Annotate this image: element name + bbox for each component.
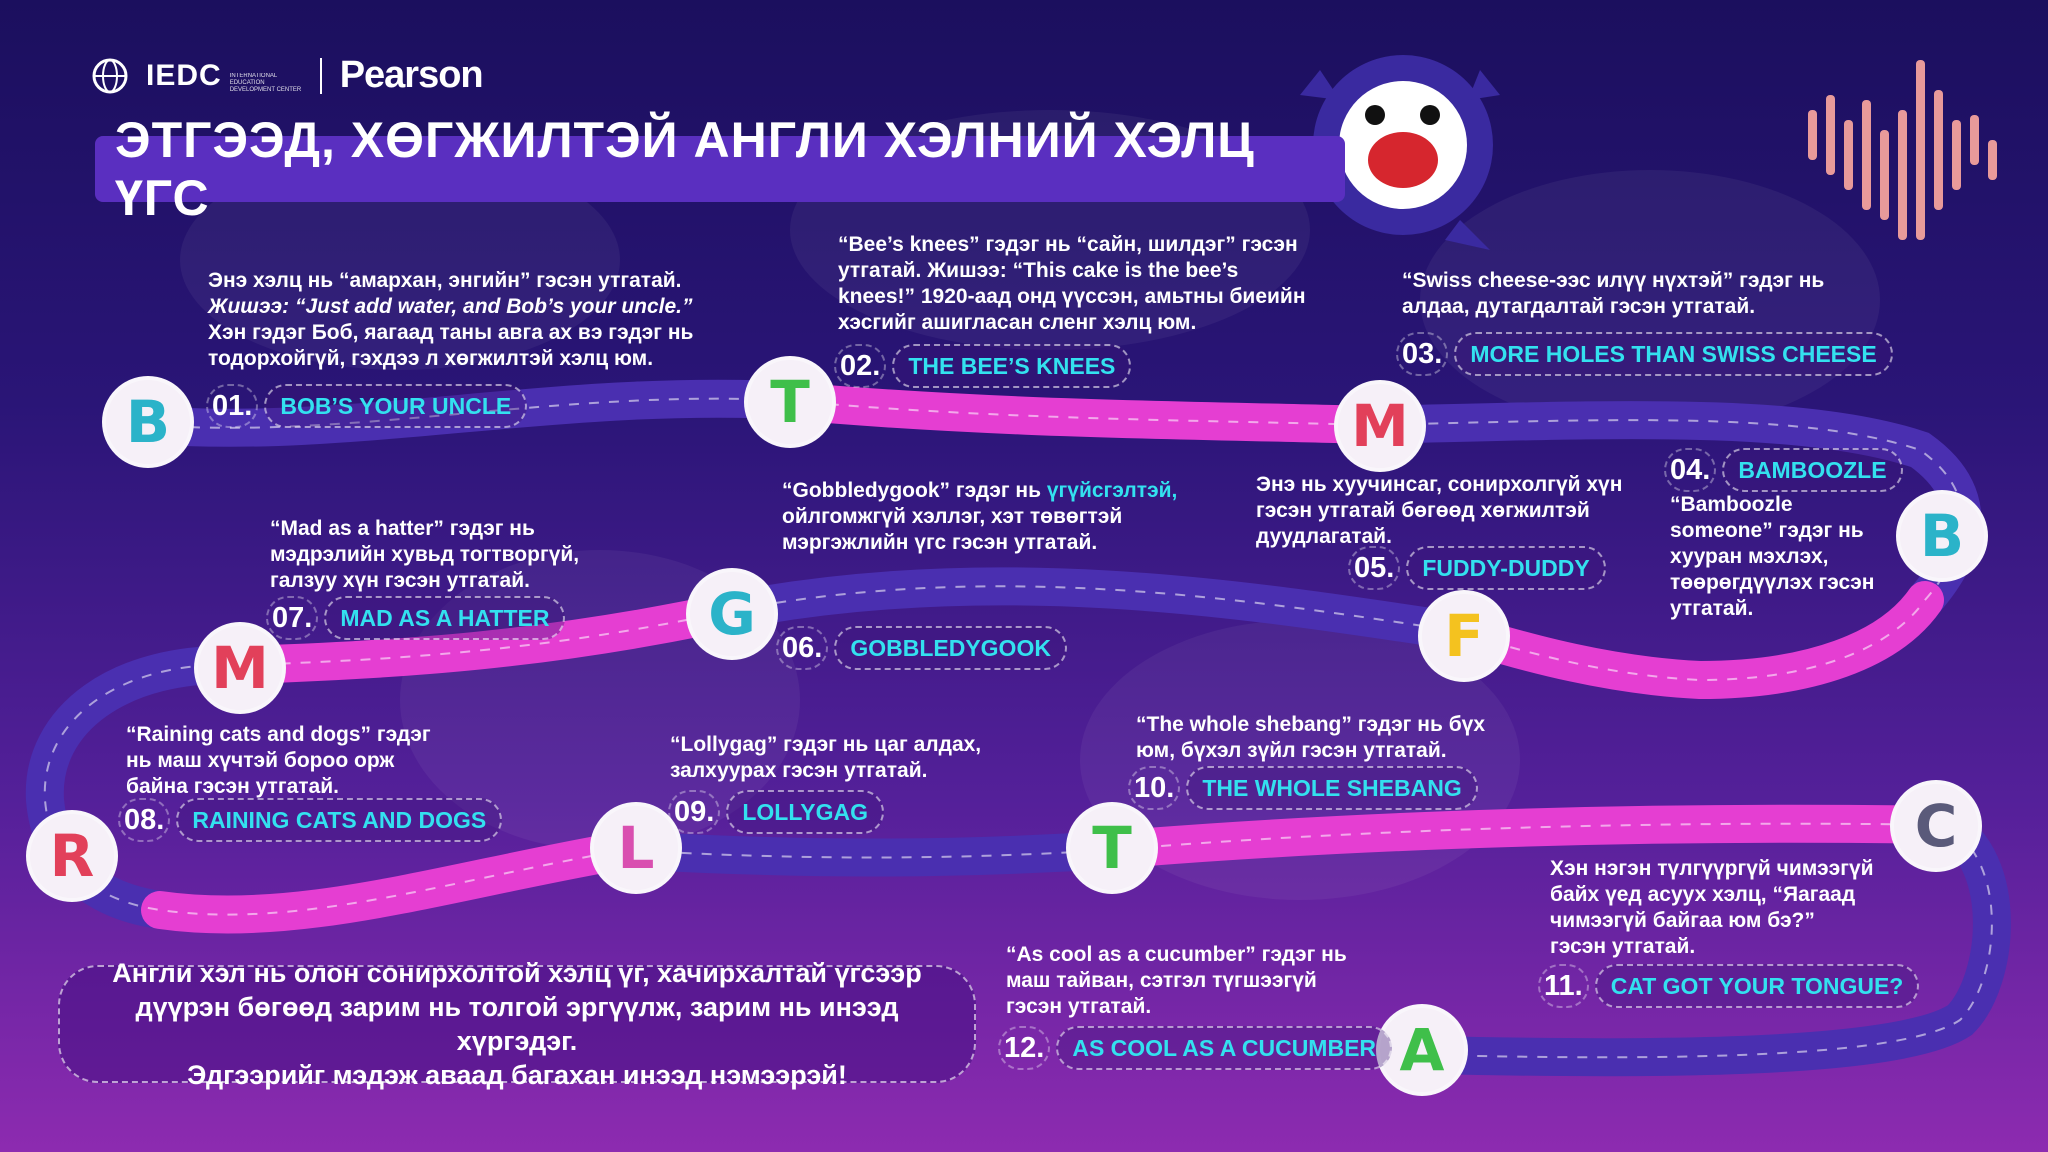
monster-c-icon: C: [1890, 780, 1982, 872]
pearson-logo: Pearson: [339, 54, 483, 96]
footer-line: Англи хэл нь олон сонирхолтой хэлц үг, хачирхалтай үгсээр: [112, 958, 922, 988]
item-12-label: [998, 1026, 1392, 1070]
idiom-pill: MAD AS A HATTER: [324, 596, 565, 640]
item-01-description: Энэ хэлц нь “амархан, энгийн” гэсэн утгатай. Жишээ: “Just add water, and Bob’s your uncle.” Хэн гэдэг Боб, яагаад таны авга ах вэ гэдэг нь тодорхойгүй, гэхдээ л хөгжилтэй хэлц юм.: [208, 269, 694, 370]
item-09-label: [668, 790, 884, 834]
monster-b2-icon: B: [1896, 490, 1988, 582]
item-07-description: “Mad as a hatter” гэдэг нь мэдрэлийн хувьд тогтворгүй, галзуу хүн гэсэн утгатай.: [270, 517, 580, 592]
globe-icon: [92, 58, 128, 94]
iedc-logo: IEDC: [146, 58, 222, 92]
item-03-description: “Swiss cheese-ээс илүү нүхтэй” гэдэг нь алдаа, дутагдалтай гэсэн утгатай.: [1402, 269, 1825, 318]
item-02-description: “Bee’s knees” гэдэг нь “сайн, шилдэг” гэсэн утгатай. Жишээ: “This cake is the bee’s knees!” 1920-аад онд үүссэн, амьтны биеийн хэсгийг ашигласан сленг хэлц юм.: [838, 233, 1306, 334]
monster-m-icon: M: [1334, 380, 1426, 472]
idiom-pill: RAINING CATS AND DOGS: [176, 798, 502, 842]
monster-l-icon: L: [590, 802, 682, 894]
monster-t2-icon: T: [1066, 802, 1158, 894]
item-number: 11.: [1538, 964, 1589, 1008]
item-number: 09.: [668, 790, 720, 834]
idiom-pill: CAT GOT YOUR TONGUE?: [1595, 964, 1920, 1008]
item-number: 01.: [206, 384, 258, 428]
item-11-description: Хэн нэгэн түлгүүргүй чимээгүй байх үед асуух хэлц, “Яагаад чимээгүй байгаа юм бэ?” гэсэн утгатай.: [1550, 857, 1874, 958]
footer-summary: [58, 958, 976, 1090]
item-08-label: [118, 798, 502, 842]
monster-b-icon: B: [102, 376, 194, 468]
idiom-pill: BOB’S YOUR UNCLE: [264, 384, 527, 428]
item-06-description: “Gobbledygook” гэдэг нь үгүйсгэлтэй, ойлгомжгүй хэллэг, хэт төвөгтэй мэргэжлийн үгс гэсэн утгатай.: [782, 479, 1178, 554]
item-10-description: “The whole shebang” гэдэг нь бүх юм, бүхэл зүйл гэсэн утгатай.: [1136, 713, 1486, 762]
footer-line: дүүрэн бөгөөд зарим нь толгой эргүүлж, зарим нь инээд хүргэдэг.: [135, 992, 899, 1056]
monster-f-icon: F: [1418, 590, 1510, 682]
item-07-label: [266, 596, 565, 640]
brand-logos: [92, 54, 483, 97]
item-02-label: [834, 344, 1131, 388]
item-number: 05.: [1348, 546, 1400, 590]
item-03-label: [1396, 332, 1893, 376]
item-10-label: [1128, 766, 1478, 810]
monster-m2-icon: M: [194, 622, 286, 714]
item-number: 12.: [998, 1026, 1050, 1070]
idiom-pill: AS COOL AS A CUCUMBER: [1056, 1026, 1392, 1070]
iedc-subtitle: INTERNATIONAL EDUCATION DEVELOPMENT CENTER: [229, 73, 302, 93]
item-number: 10.: [1128, 766, 1180, 810]
item-number: 04.: [1664, 448, 1716, 492]
monster-a-icon: A: [1376, 1004, 1468, 1096]
item-04-description: “Bamboozle someone” гэдэг нь хууран мэхлэх, төөрөгдүүлэх гэсэн утгатай.: [1670, 493, 1875, 620]
item-08-description: “Raining cats and dogs” гэдэг нь маш хүчтэй бороо орж байна гэсэн утгатай.: [126, 723, 431, 798]
item-number: 08.: [118, 798, 170, 842]
item-06-label: [776, 626, 1067, 670]
item-11-label: [1538, 964, 1919, 1008]
page-title: ЭТГЭЭД, ХӨГЖИЛТЭЙ АНГЛИ ХЭЛНИЙ ХЭЛЦ ҮГС: [95, 136, 1345, 202]
item-number: 06.: [776, 626, 828, 670]
item-04-label: [1664, 448, 1903, 492]
idiom-pill: MORE HOLES THAN SWISS CHEESE: [1454, 332, 1892, 376]
idiom-pill: THE BEE’S KNEES: [892, 344, 1131, 388]
item-number: 02.: [834, 344, 886, 388]
item-number: 07.: [266, 596, 318, 640]
item-05-description: Энэ нь хуучинсаг, сонирхолгүй хүн гэсэн утгатай бөгөөд хөгжилтэй дуудлагатай.: [1256, 473, 1623, 548]
footer-line: Эдгээрийг мэдэж аваад багахан инээд нэмээрэй!: [187, 1060, 847, 1090]
monster-g-icon: G: [686, 568, 778, 660]
idiom-pill: FUDDY-DUDDY: [1406, 546, 1605, 590]
idiom-pill: GOBBLEDYGOOK: [834, 626, 1067, 670]
item-05-label: [1348, 546, 1606, 590]
brand-separator: [320, 58, 322, 94]
item-01-label: [206, 384, 527, 428]
decorative-bars: [1808, 60, 1997, 240]
item-12-description: “As cool as a cucumber” гэдэг нь маш тайван, сэтгэл түгшээгүй гэсэн утгатай.: [1006, 943, 1347, 1018]
monster-r-icon: R: [26, 810, 118, 902]
idiom-pill: THE WHOLE SHEBANG: [1186, 766, 1477, 810]
idiom-pill: LOLLYGAG: [726, 790, 884, 834]
item-09-description: “Lollygag” гэдэг нь цаг алдах, залхуурах гэсэн утгатай.: [670, 733, 982, 782]
monster-t-icon: T: [744, 356, 836, 448]
idiom-pill: BAMBOOZLE: [1722, 448, 1902, 492]
item-number: 03.: [1396, 332, 1448, 376]
